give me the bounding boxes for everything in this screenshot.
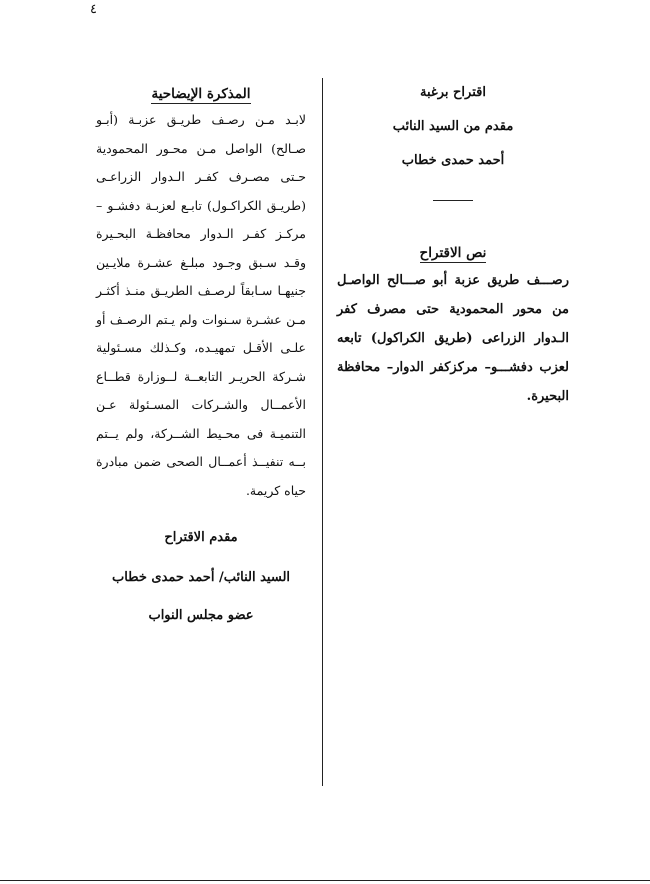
separator-rule <box>433 200 473 201</box>
proposal-column <box>337 84 569 411</box>
page-bottom-rule <box>0 880 650 881</box>
memo-heading: المذكرة الإيضاحية <box>151 86 251 102</box>
column-divider <box>322 78 323 786</box>
proposal-text-body: رصـــف طريق عزبة أبو صـــالح الواصـل من محور المحمودية حتى مصرف كفر الـدوار الزراعى (طريق الكراكول) تابعه لعزب دفشـــو– مركزكفر الدوار– محافظة البحيرة. <box>337 273 569 404</box>
page-number: ٤ <box>90 2 97 17</box>
memo-column <box>96 84 306 625</box>
proposal-header <box>337 84 569 170</box>
proposal-text-section <box>337 243 569 411</box>
signature-name: السيد النائب/ أحمد حمدى خطاب <box>111 570 291 585</box>
memo-body: لابـد مـن رصـف طريـق عزبـة (أبـو صـالح) الواصل مـن محـور المحمودية حـتى مصـرف كفـر الـدوار الزراعـى (طريـق الكراكـول) تابـع لعزبـة دفشـو – مركـز كفـر الـدوار محافظـة البحـيرة وقـد سـبق وجـود مبلـغ عشـرة ملايـين جنيهـا سـابقاً لرصـف الطريـق منـذ أكثـر مـن عشـرة سـنوات ولم يـتم الرصـف أو علـى الأقـل تمهيـده، وكـذلك مسـئولية شـركة الحريـر التابعــة لــوزارة قطــاع الأعمــال والشـركات المسـئولة عـن التنميـة فى محـيط الشــركة، ولم يــتم بــه تنفيــذ أعمــال الصحى ضمن مبادرة حياه كريمة. <box>96 112 306 498</box>
submitted-by-label: مقدم من السيد النائب <box>392 119 514 134</box>
submitter-name: أحمد حمدى خطاب <box>401 153 505 168</box>
proposal-type: اقتراح برغبة <box>420 85 486 100</box>
signature-title: مقدم الاقتراح <box>164 530 238 545</box>
signature-role: عضو مجلس النواب <box>148 608 254 623</box>
proposal-text-heading: نص الاقتراح <box>419 245 487 261</box>
signature-block <box>96 529 306 625</box>
